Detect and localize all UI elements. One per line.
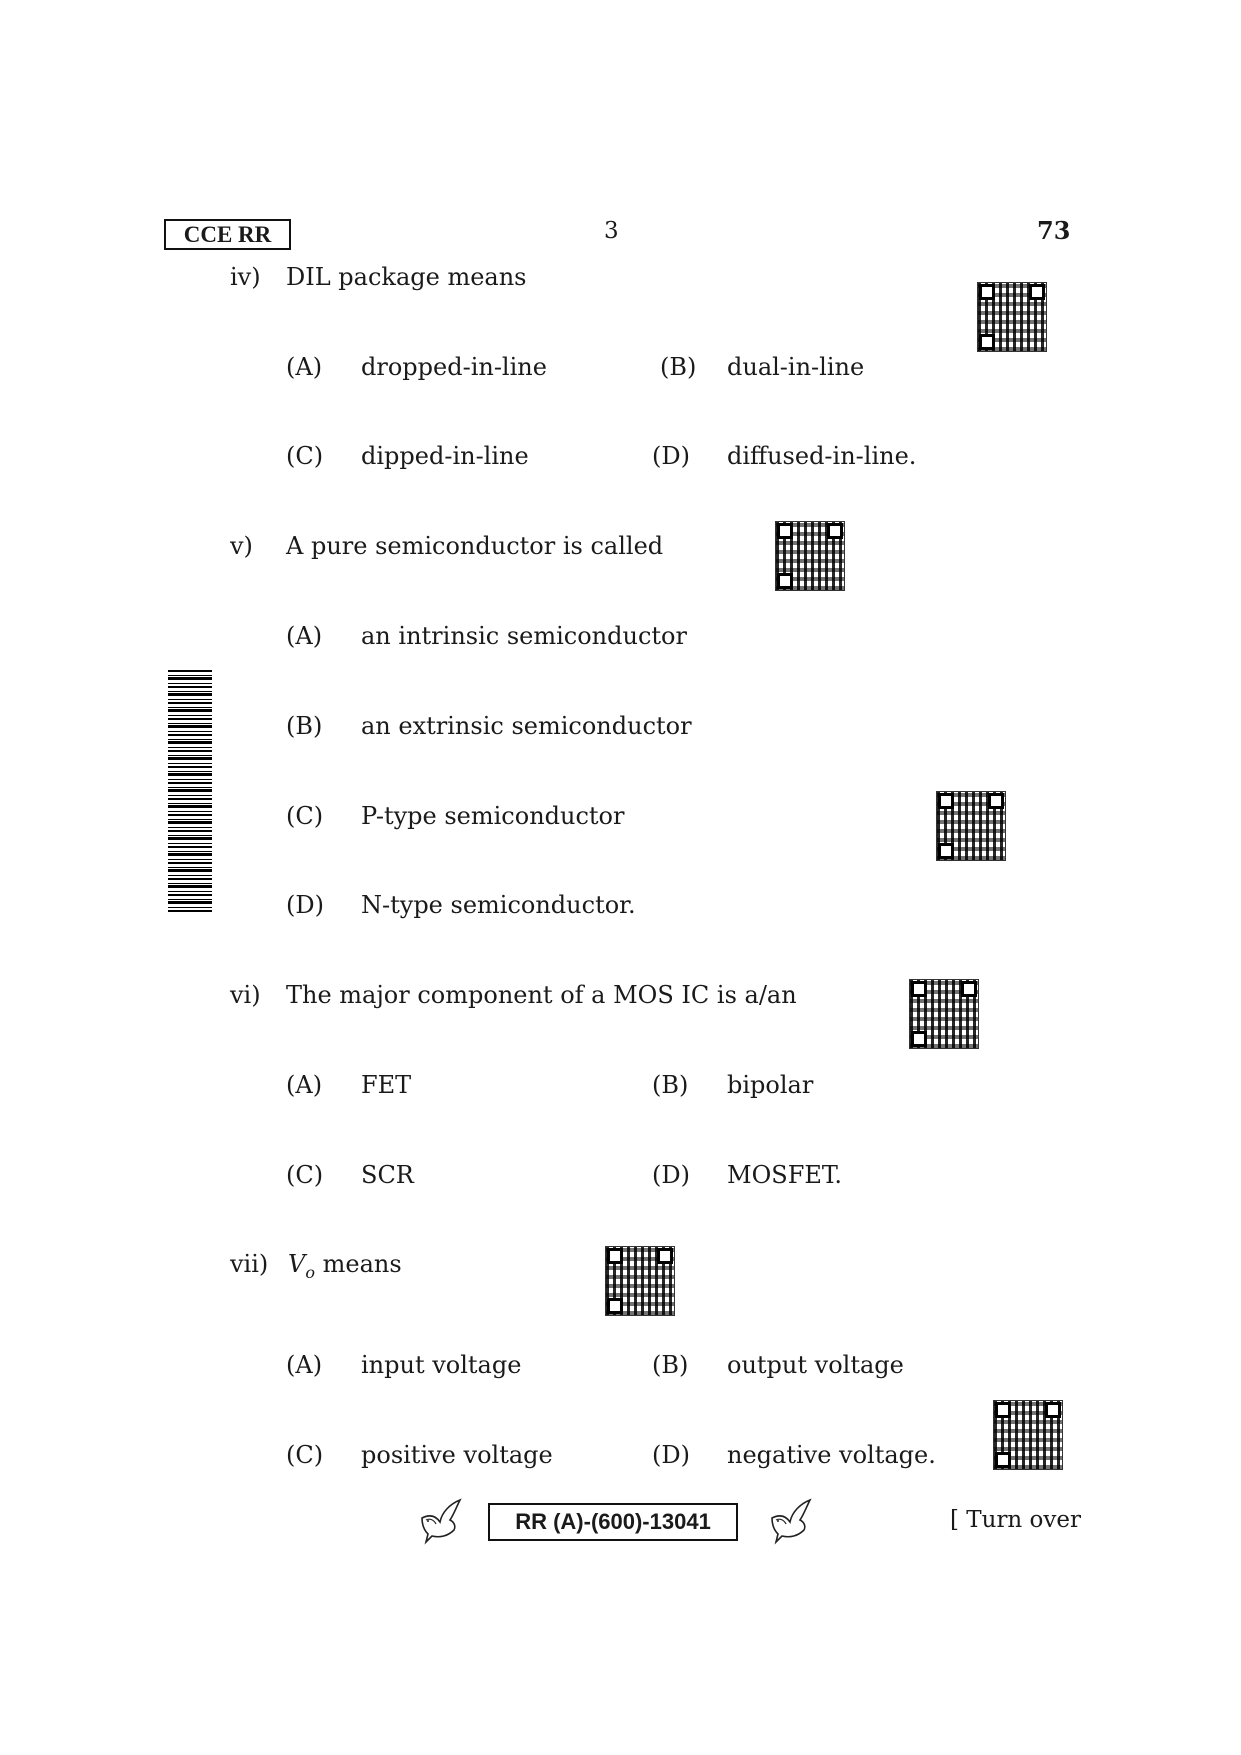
question-text (288, 1249, 402, 1288)
option-text: dipped-in-line (361, 442, 529, 470)
option-label: (C) (286, 802, 324, 830)
subject-code: 73 (1037, 216, 1071, 245)
page-number: 3 (604, 218, 619, 244)
option-text: an intrinsic semiconductor (361, 622, 687, 650)
question-text: DIL package means (286, 263, 527, 291)
option-text: dual-in-line (727, 353, 865, 381)
question-number: vii) (230, 1250, 269, 1278)
option-label: (D) (652, 1441, 690, 1469)
option-label: (D) (286, 891, 324, 919)
dove-icon (416, 1496, 464, 1546)
option-text: output voltage (727, 1351, 904, 1379)
option-text: bipolar (727, 1071, 814, 1099)
option-label: (C) (286, 1441, 324, 1469)
qr-code-icon (993, 1400, 1063, 1470)
option-text: negative voltage. (727, 1441, 936, 1469)
option-text: N-type semiconductor. (361, 891, 636, 919)
option-label: (A) (286, 622, 323, 650)
qr-code-icon (605, 1246, 675, 1316)
question-number: iv) (230, 263, 261, 291)
option-label: (C) (286, 1161, 324, 1189)
voltage-symbol: V (288, 1250, 306, 1278)
option-text: SCR (361, 1161, 414, 1189)
qr-code-icon (775, 521, 845, 591)
paper-code-box: CCE RR (164, 219, 291, 250)
option-label: (A) (286, 1351, 323, 1379)
option-label: (B) (652, 1351, 689, 1379)
option-text: diffused-in-line. (727, 442, 917, 470)
qr-code-icon (977, 282, 1047, 352)
option-text: P-type semiconductor (361, 802, 625, 830)
qr-code-icon (936, 791, 1006, 861)
option-label: (D) (652, 1161, 690, 1189)
footer-code-box: RR (A)-(600)-13041 (488, 1503, 738, 1541)
option-text: dropped-in-line (361, 353, 547, 381)
dove-icon (766, 1496, 814, 1546)
barcode-icon (168, 668, 212, 912)
option-label: (A) (286, 353, 323, 381)
question-text: A pure semiconductor is called (286, 532, 664, 560)
option-label: (D) (652, 442, 690, 470)
option-label: (B) (652, 1071, 689, 1099)
question-text-rest: means (322, 1250, 402, 1278)
question-number: v) (230, 532, 253, 560)
option-text: FET (361, 1071, 412, 1099)
option-text: MOSFET. (727, 1161, 842, 1189)
question-number: vi) (230, 981, 261, 1009)
option-text: positive voltage (361, 1441, 553, 1469)
qr-code-icon (909, 979, 979, 1049)
option-text: an extrinsic semiconductor (361, 712, 692, 740)
option-label: (C) (286, 442, 324, 470)
turn-over-note: [ Turn over (950, 1507, 1082, 1533)
option-label: (B) (660, 353, 697, 381)
option-label: (B) (286, 712, 323, 740)
voltage-subscript: o (305, 1262, 315, 1282)
option-text: input voltage (361, 1351, 522, 1379)
option-label: (A) (286, 1071, 323, 1099)
question-text: The major component of a MOS IC is a/an (286, 981, 797, 1009)
